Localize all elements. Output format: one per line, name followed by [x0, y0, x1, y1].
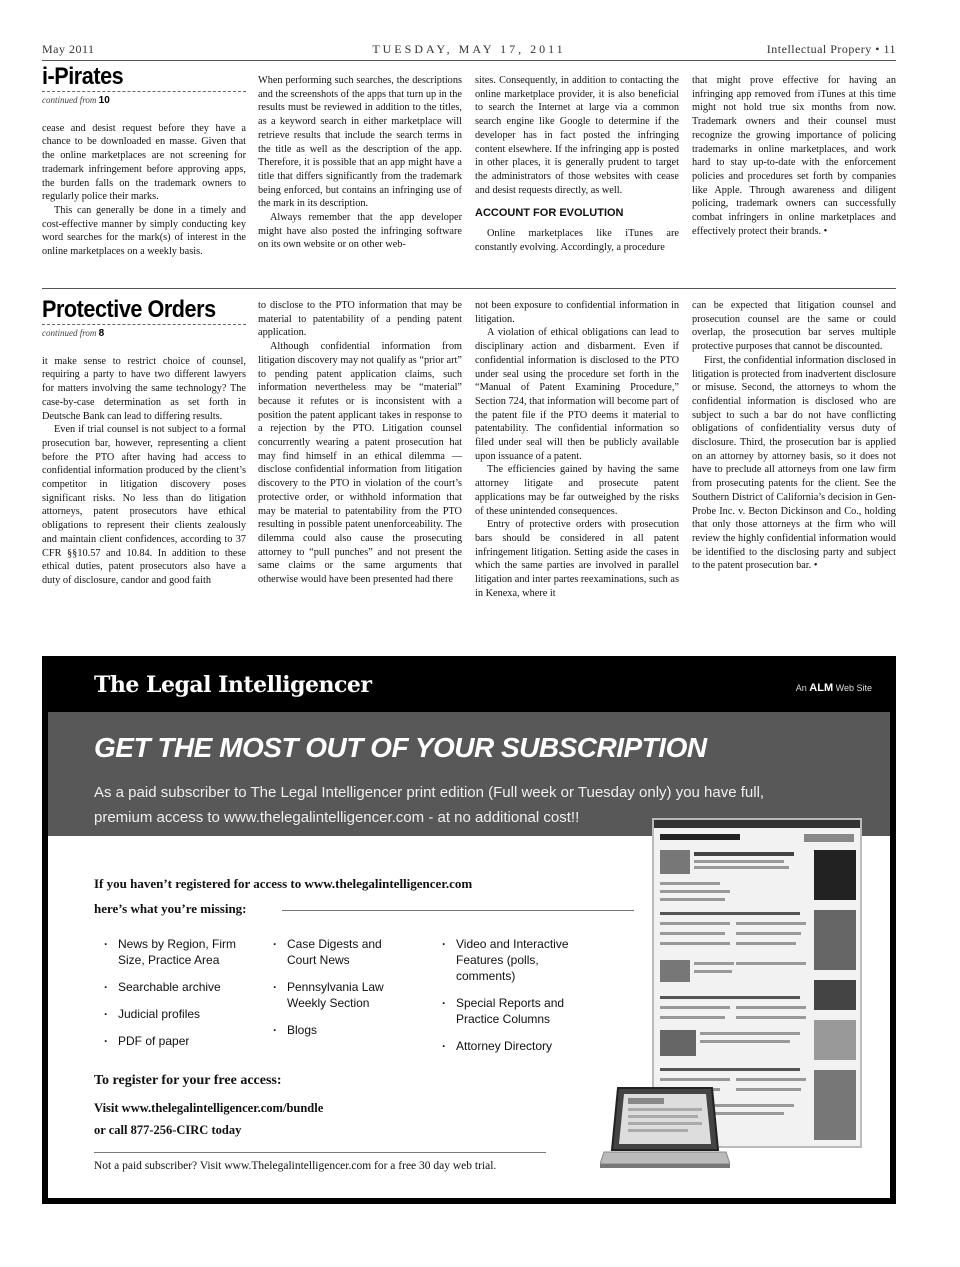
- list-item: · Judicial profiles: [104, 1006, 254, 1022]
- paragraph: Always remember that the app developer might have also posted the infringing software on its own website or on other web-: [258, 212, 462, 251]
- orders-title: Protective Orders: [42, 296, 216, 323]
- orders-col-4: [692, 299, 896, 573]
- header-rule: [42, 60, 896, 61]
- paragraph: can be expected that litigation counsel and prosecution counsel are the same or could overlap, the prosecution bar serves multiple protective purposes that cannot be discounted.: [692, 300, 896, 353]
- register-line-2: or call 877-256-CIRC today: [94, 1123, 242, 1137]
- page-header: [42, 42, 896, 62]
- list-item: · Attorney Directory: [442, 1038, 592, 1054]
- ad-body: [48, 836, 890, 1198]
- list-item: · Pennsylvania Law Weekly Section: [273, 979, 413, 1011]
- section-page: Intellectual Propery • 11: [766, 42, 896, 56]
- paragraph: Even if trial counsel is not subject to a formal prosecution bar, however, representing a client before the PTO after having had access to confidential information produced by the client’s competitor in litigation discovery poses significant risks. No less than do litigation attorneys, patent prosecutors have ethical obligations to represent their clients zealously and maintain client confidences, according to 37 CFR §§10.57 and 10.84. In addition to these ethical duties, patent prosecutors also have a duty of disclosure, candor and good faith: [42, 424, 246, 586]
- continued-label: continued from: [42, 328, 97, 338]
- paragraph: to disclose to the PTO information that may be material to patentability of a pending patent application.: [258, 300, 462, 339]
- list-item: · PDF of paper: [104, 1033, 254, 1049]
- list-item: · Blogs: [273, 1022, 413, 1038]
- continued-label: continued from: [42, 95, 97, 105]
- paragraph: sites. Consequently, in addition to contacting the online marketplace provider, it is also beneficial to search the Internet at large via a common search engine like Google to determine if the developer has in fact posted the infringing content elsewhere. If the infringing app is posted in other places, it is generally prudent to target the administrators of those websites with cease and desist requests directly, as well.: [475, 75, 679, 196]
- paragraph: Although confidential information from litigation discovery may not qualify as “prior art” to pending patent application claims, such information nevertheless may be “material” because it refutes or is inconsistent with a position the patent applicant takes in response to a rejection by the PTO. Litigation counsel concurrently wearing a patent prosecution hat may find himself in an ethical dilemma — disclose confidential information from litigation discovery to the PTO in violation of the court’s protective order, or withhold information that may be material to patentability from the PTO resulting in possible patent unenforceability. The dilemma could also cause the prosecuting attorney to “pull punches” and not present the same claims or the same arguments that otherwise would have been presented had there: [258, 341, 462, 586]
- alm-brand: ALM: [809, 682, 834, 694]
- issue-month: May 2011: [42, 42, 95, 56]
- paragraph: This can generally be done in a timely and cost-effective manner by simply conducting key word searches for the mark(s) of interest in the online marketplaces on a weekly basis.: [42, 204, 246, 258]
- issue-date: TUESDAY, MAY 17, 2011: [372, 42, 566, 56]
- list-item: · Searchable archive: [104, 979, 254, 995]
- pirates-col-1: [42, 64, 246, 259]
- pirates-continued: [42, 94, 246, 108]
- legal-intelligencer-logo: The Legal Intelligencer: [94, 672, 372, 698]
- paragraph: The efficiencies gained by having the same attorney litigate and prosecute patent applications may be far outweighed by the risks of these unintended consequences.: [475, 464, 679, 517]
- continued-page: 10: [98, 95, 110, 106]
- continued-page: 8: [98, 328, 105, 339]
- list-item: · Case Digests and Court News: [273, 936, 413, 968]
- ad-headline: GET THE MOST OUT OF YOUR SUBSCRIPTION: [94, 732, 707, 763]
- section-rule: [42, 288, 896, 289]
- orders-col-3: [475, 299, 679, 600]
- list-item: · Video and Interactive Features (polls, comments): [442, 936, 592, 984]
- missing-line-1: If you haven’t registered for access to www.thelegalintelligencer.com: [94, 876, 473, 891]
- alm-tag: [796, 682, 872, 694]
- ad-top-bar: [48, 662, 890, 712]
- features-list-1: [104, 936, 254, 1060]
- subscription-ad: [42, 656, 896, 1204]
- list-item: · Special Reports and Practice Columns: [442, 995, 592, 1027]
- register-rule: [94, 1152, 546, 1153]
- paragraph: First, the confidential information disclosed in litigation is protected from inadvertent disclosure or misuse. Second, the attorneys to whom the confidential information is disclosed who are subject to such a bar do not have conflicting obligations of confidentiality versus duty of disclosure. Third, the prosecution bar is applied on an attorney by attorney basis, so it does not have to preclude all attorneys from one law firm from prosecuting patents for the client. See the Southern District of California’s decision in Gen-Probe Inc. v. Becton Dickinson and Co., holding that only those attorneys at the firm who will review the highly confidential information would be identified to the disclosing party and subject to the patent prosecution bar. •: [692, 354, 896, 572]
- subhead-account-for-evolution: ACCOUNT FOR EVOLUTION: [475, 207, 624, 220]
- ad-subline-2: premium access to www.thelegalintelligencer.com - at no additional cost!!: [94, 809, 580, 826]
- missing-line-2: here’s what you’re missing:: [94, 901, 247, 916]
- missing-rule: [282, 910, 634, 911]
- paragraph: A violation of ethical obligations can lead to disciplinary action and disbarment. Even if confidential information is disclosed to the PTO under seal using the procedure set forth in the “Manual of Patent Examining Procedure,” Section 724, that information will become part of the patent file if the PTO deems it material to patentability. The confidential information so filed under seal will then be publicly available upon issuance of a patent.: [475, 327, 679, 462]
- paragraph: that might prove effective for having an infringing app removed from iTunes at this time might not hold true six months from now. Trademark owners and their counsel must recognize the growing importance of policing trademarks in online marketplaces, and work hard to stay up-to-date with the enforcement policies and procedures set forth by companies like Apple. Through awareness and diligent policing, trademark owners can successfully combat infringers in online marketplaces and effectively protect their brands. •: [692, 75, 896, 237]
- pirates-col-3: [475, 74, 679, 254]
- orders-col-1: [42, 297, 246, 588]
- paragraph: it make sense to restrict choice of counsel, requiring a party to have two different lawyers for matters involving the same technology? The case-by-case determination as set forth in Deutsche Bank can lead to differing results.: [42, 355, 246, 422]
- ad-subline-1: As a paid subscriber to The Legal Intelligencer print edition (Full week or Tuesday only) you have full,: [94, 784, 765, 801]
- paragraph: When performing such searches, the descriptions and the screenshots of the apps that turn up in the results must be reviewed in addition to the titles, as a keyword search in either marketplace will retrieve results that include the search terms in the title as well as the description of the app. Therefore, it is possible that an app might have a title that differs significantly from the trademark being enforced, but contains an infringing use of the mark in its description.: [258, 75, 462, 210]
- pirates-col-4: [692, 74, 896, 238]
- pirates-title-rule: [42, 91, 246, 92]
- orders-continued: [42, 327, 246, 341]
- pirates-title: i-Pirates: [42, 63, 124, 90]
- register-line-1: Visit www.thelegalintelligencer.com/bundle: [94, 1101, 324, 1115]
- alm-suffix: Web Site: [835, 683, 872, 693]
- list-item: · News by Region, Firm Size, Practice Area: [104, 936, 254, 968]
- paragraph: not been exposure to confidential information in litigation.: [475, 300, 679, 325]
- features-list-2: [273, 936, 413, 1049]
- paragraph: cease and desist request before they have a chance to be downloaded en masse. Given that the online marketplaces are not screening for trademark infringement before approving apps, the burden falls on the trademark owners to regularly police their marks.: [42, 122, 246, 203]
- paragraph: Entry of protective orders with prosecution bars should be considered in all patent infringement litigation. Setting aside the cases in which the same parties are involved in parallel litigation and inter partes reexaminations, such as in Kenexa, where it: [475, 519, 679, 599]
- pirates-col-2: [258, 74, 462, 252]
- alm-prefix: An: [795, 683, 807, 693]
- trial-note: Not a paid subscriber? Visit www.Thelegalintelligencer.com for a free 30 day web trial.: [94, 1160, 497, 1172]
- orders-col-2: [258, 299, 462, 587]
- register-title: To register for your free access:: [94, 1073, 282, 1088]
- features-list-3: [442, 936, 592, 1065]
- paragraph: Online marketplaces like iTunes are constantly evolving. Accordingly, a procedure: [475, 228, 679, 253]
- orders-title-rule: [42, 324, 246, 325]
- laptop-illustration: [600, 1084, 730, 1174]
